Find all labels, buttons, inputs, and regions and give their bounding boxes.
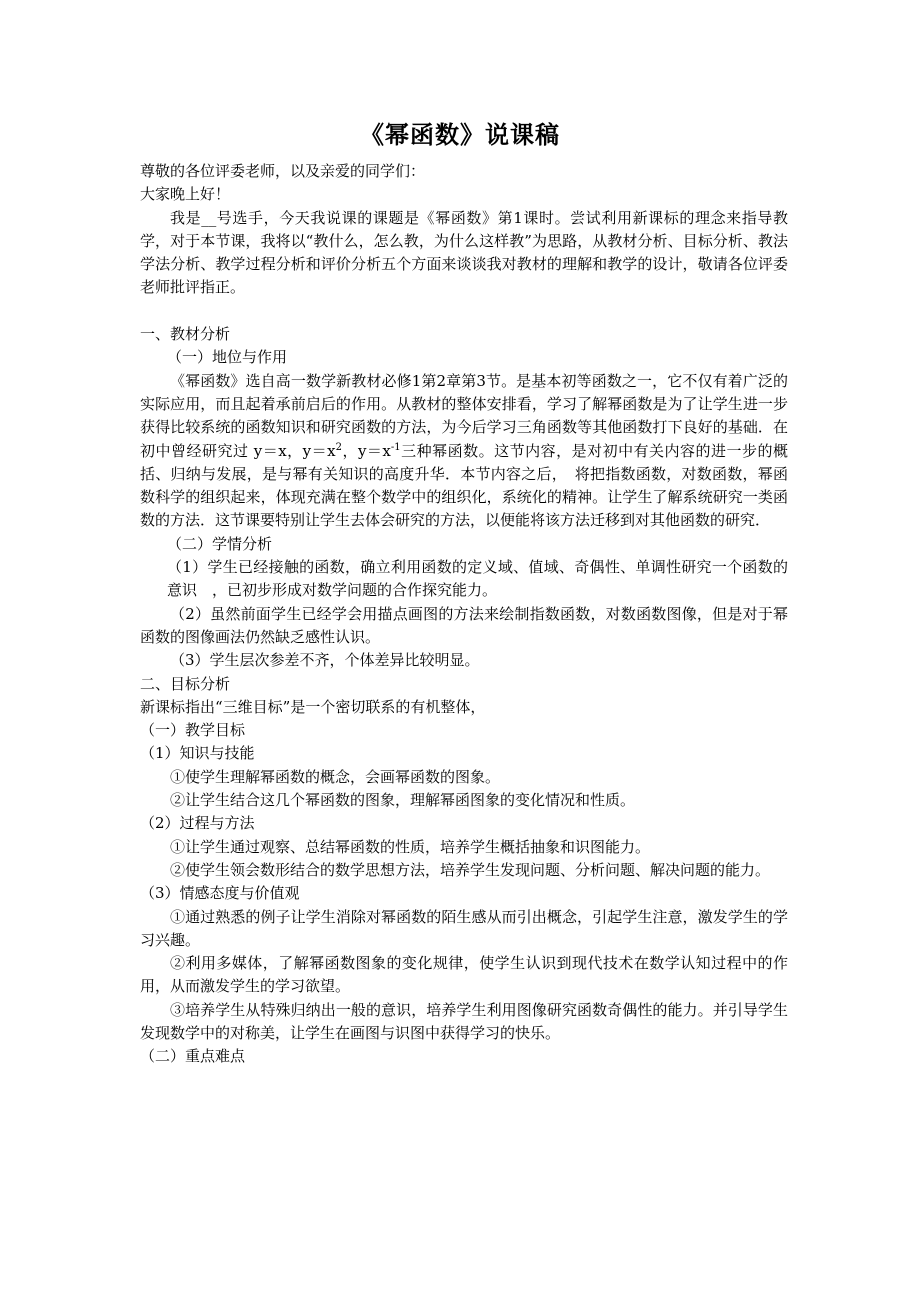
knowledge-skills-heading: （1）知识与技能: [140, 744, 255, 763]
superscript-minus-1: -1: [390, 441, 401, 453]
document-body: [140, 160, 788, 1069]
learner-item-2: （2）虽然前面学生已经学会用描点画图的方法来绘制指数函数，对数函数图像，但是对于幂函数的图像画法仍然缺乏感性认识。: [140, 604, 788, 646]
formula-separator: ，y＝x: [341, 441, 391, 460]
section-1-heading: 一、教材分析: [140, 325, 231, 344]
section-1-2-heading: （二）学情分析: [167, 534, 273, 553]
formula-y-x2: y＝x: [302, 441, 336, 460]
section-1-1-heading: （一）地位与作用: [167, 348, 288, 367]
process-method-heading: （2）过程与方法: [140, 814, 255, 833]
emotion-item-3: ③培养学生从特殊归纳出一般的意识，培养学生利用图像研究函数奇偶性的能力。并引导学生发现数学中的对称美，让学生在画图与识图中获得学习的快乐。: [140, 1000, 788, 1042]
emotion-values-heading: （3）情感态度与价值观: [140, 884, 300, 903]
knowledge-item-2: ②让学生结合这几个幂函数的图象，理解幂函图象的变化情况和性质。: [170, 791, 636, 810]
greeting-line-2: 大家晚上好！: [140, 185, 231, 204]
greeting: 尊敬的各位评委老师，以及亲爱的同学们：: [140, 162, 426, 180]
document-title: 《幂函数》说课稿: [360, 120, 560, 149]
knowledge-item-1: ①使学生理解幂函数的概念，会画幂函数的图象。: [170, 767, 501, 786]
paragraph-text-b: 三种幂函数。这节内容，是对初中有关内容的进一步的概括、归纳与发展，是与幂有关知识的高度升华．本节内容之后， 将把指数函数，对数函数，幂函数科学的组织起来，体现充满在整个数学中的组织化，系统化的精神。让学生了解系统研究一类函数的方法．这节课要特别让学生去体会研究的方法，以便能将该方法迁移到对其他函数的研究．: [140, 441, 789, 530]
emotion-item-2: ②利用多媒体，了解幂函数图象的变化规律，使学生认识到现代技术在数学认知过程中的作用，从而激发学生的学习欲望。: [140, 954, 788, 996]
section-2-1-heading: （一）教学目标: [140, 721, 246, 740]
section-1-1-paragraph: [140, 370, 788, 533]
learner-item-3: （3）学生层次参差不齐，个体差异比较明显。: [170, 651, 480, 670]
process-item-1: ①让学生通过观察、总结幂函数的性质，培养学生概括抽象和识图能力。: [170, 837, 651, 856]
superscript-2: 2: [335, 441, 342, 453]
intro-paragraph: 我是__号选手，今天我说课的课题是《幂函数》第1课时。尝试利用新课标的理念来指导教学，对于本节课，我将以“教什么，怎么教，为什么这样教”为思路，从教材分析、目标分析、教法学法分析、教学过程分析和评价分析五个方面来谈谈我对教材的理解和教学的设计，敬请各位评委老师批评指正。: [140, 208, 788, 297]
section-2-heading: 二、目标分析: [140, 674, 231, 693]
blank-line: [140, 300, 788, 323]
section-2-intro: 新课标指出“三维目标”是一个密切联系的有机整体，: [140, 697, 486, 716]
emotion-item-1: ①通过熟悉的例子让学生消除对幂函数的陌生感从而引出概念，引起学生注意，激发学生的学习兴趣。: [140, 907, 788, 949]
learner-item-1: （1）学生已经接触的函数，确立利用函数的定义域、值域、奇偶性、单调性研究一个函数的意识 ，已初步形成对数学问题的合作探究能力。: [167, 558, 788, 600]
process-item-2: ②使学生领会数形结合的数学思想方法，培养学生发现问题、分析问题、解决问题的能力。: [170, 860, 771, 879]
section-2-2-heading: （二）重点难点: [140, 1047, 246, 1066]
paragraph-text-a: 《幂函数》选自高一数学新教材必修1第2章第3节。是基本初等函数之一，它不仅有着广泛的实际应用，而且起着承前启后的作用。从教材的整体安排看，学习了解幂函数是为了让学生进一步获得比较系统的函数知识和研究函数的方法，为今后学习三角函数等其他函数打下良好的基础．在初中曾经研究过 y＝x，: [140, 371, 788, 460]
